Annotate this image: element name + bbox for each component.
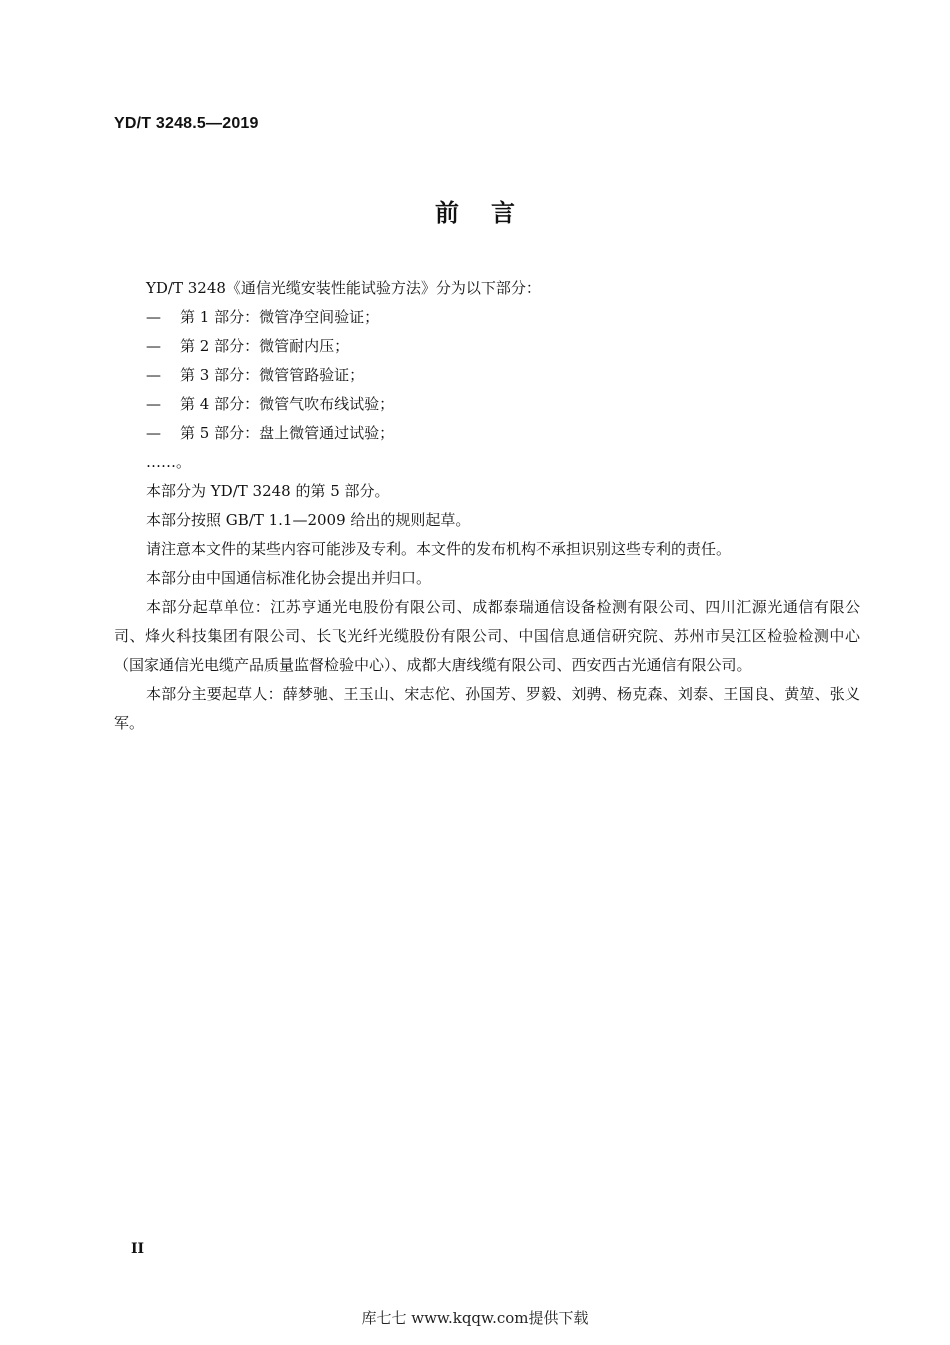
patent-notice: 请注意本文件的某些内容可能涉及专利。本文件的发布机构不承担识别这些专利的责任。 (146, 540, 732, 558)
list-item-text: 第 1 部分：微管净空间验证； (180, 308, 380, 326)
list-item-text: 第 4 部分：微管气吹布线试验； (180, 395, 395, 413)
list-item (114, 332, 860, 361)
drafting-organizations: 本部分起草单位：江苏亨通光电股份有限公司、成都泰瑞通信设备检测有限公司、四川汇源光通信有限公司、烽火科技集团有限公司、长飞光纤光缆股份有限公司、中国信息通信研究院、苏州市吴江区检验检测中心（国家通信光电缆产品质量监督检验中心）、成都大唐线缆有限公司、西安西古光通信有限公司。 (114, 598, 860, 674)
list-item-text: 第 3 部分：微管管路验证； (180, 366, 365, 384)
list-dash: — (146, 395, 161, 413)
download-watermark: 库七七 www.kqqw.com提供下载 (361, 1309, 589, 1327)
list-item (114, 419, 860, 448)
foreword-body (114, 274, 860, 738)
proposer-statement: 本部分由中国通信标准化协会提出并归口。 (146, 569, 432, 587)
part-statement: 本部分为 YD/T 3248 的第 5 部分。 (146, 482, 390, 500)
list-item-text: 第 2 部分：微管耐内压； (180, 337, 350, 355)
document-code: YD/T 3248.5—2019 (114, 115, 259, 132)
main-drafters: 本部分主要起草人：薛梦驰、王玉山、宋志佗、孙国芳、罗毅、刘骋、杨克森、刘泰、王国良、黄堃、张义军。 (114, 685, 860, 732)
list-dash: — (146, 366, 161, 384)
list-item (114, 361, 860, 390)
list-item-text: 第 5 部分：盘上微管通过试验； (180, 424, 395, 442)
ellipsis-line: ……。 (146, 453, 192, 471)
list-item (114, 303, 860, 332)
list-dash: — (146, 308, 161, 326)
drafting-rules: 本部分按照 GB/T 1.1—2009 给出的规则起草。 (146, 511, 471, 529)
page-number: II (131, 1241, 145, 1257)
intro-paragraph: YD/T 3248《通信光缆安装性能试验方法》分为以下部分： (146, 279, 541, 297)
page-title: 前言 (435, 199, 547, 227)
list-dash: — (146, 424, 161, 442)
list-dash: — (146, 337, 161, 355)
list-item (114, 390, 860, 419)
